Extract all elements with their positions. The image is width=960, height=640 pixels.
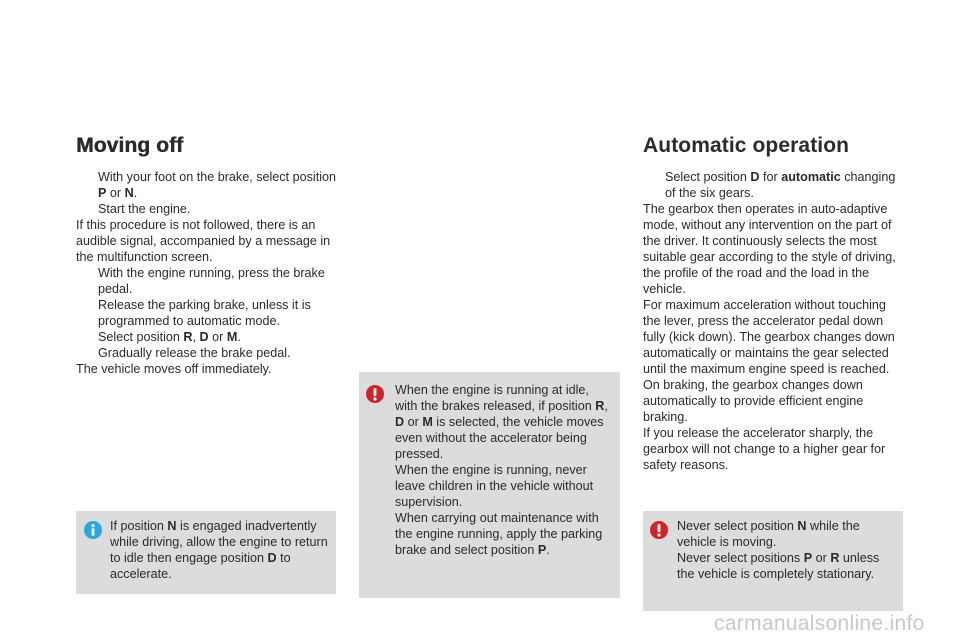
paragraph: The vehicle moves off immediately.: [76, 362, 272, 376]
info-note-text: If position N is engaged inadvertently while driving, allow the engine to return to idle then engage position D to accelerate.: [110, 519, 328, 581]
list-item: Select position R, D or M.: [98, 330, 241, 344]
paragraph: On braking, the gearbox changes down automatically to provide efficient engine braking.: [643, 378, 864, 424]
list-item: With the engine running, press the brake pedal.: [98, 266, 325, 296]
paragraph: If this procedure is not followed, there is an audible signal, accompanied by a message in the multifunction screen.: [76, 218, 331, 264]
moving-off-section: [76, 134, 336, 377]
paragraph: For maximum acceleration without touching the lever, press the accelerator pedal down fully (kick down). The gearbox changes down automatically or maintains the gear selected until the maximum engine speed is reached.: [643, 298, 895, 376]
warning-note-box: [643, 511, 903, 611]
info-icon: [84, 521, 102, 539]
automatic-operation-section: [643, 134, 901, 473]
warning-icon: [650, 521, 668, 539]
watermark-text: carmanualsonline.info: [714, 612, 925, 635]
paragraph: The gearbox then operates in auto-adaptive mode, without any intervention on the part of the driver. It continuously selects the most suitable gear according to the style of driving, the profile of the road and the load in the vehicle.: [643, 202, 896, 296]
list-item: Gradually release the brake pedal.: [98, 346, 291, 360]
list-item: Select position D for automatic changing of the six gears.: [665, 170, 896, 200]
list-item: With your foot on the brake, select position P or N.: [98, 170, 337, 200]
warning-note-text: When the engine is running at idle, with the brakes released, if position R, D or M is selected, the vehicle moves even without the accelerator being pressed. When the engine is running, never leave children in the vehicle without supervision. When carrying out maintenance with the engine running, apply the parking brake and select position P.: [395, 383, 608, 557]
list-item: Release the parking brake, unless it is programmed to automatic mode.: [98, 298, 311, 328]
warning-note-text: Never select position N while the vehicle is moving. Never select positions P or R unless the vehicle is completely stationary.: [677, 519, 880, 581]
automatic-operation-title: Automatic operation: [643, 134, 850, 157]
paragraph: If you release the accelerator sharply, the gearbox will not change to a higher gear for safety reasons.: [643, 426, 886, 472]
list-item: Start the engine.: [98, 202, 191, 216]
info-note-box: [76, 511, 336, 594]
warning-icon: [366, 385, 384, 403]
warning-note-box: [359, 372, 620, 598]
moving-off-title: Moving off: [76, 134, 184, 157]
